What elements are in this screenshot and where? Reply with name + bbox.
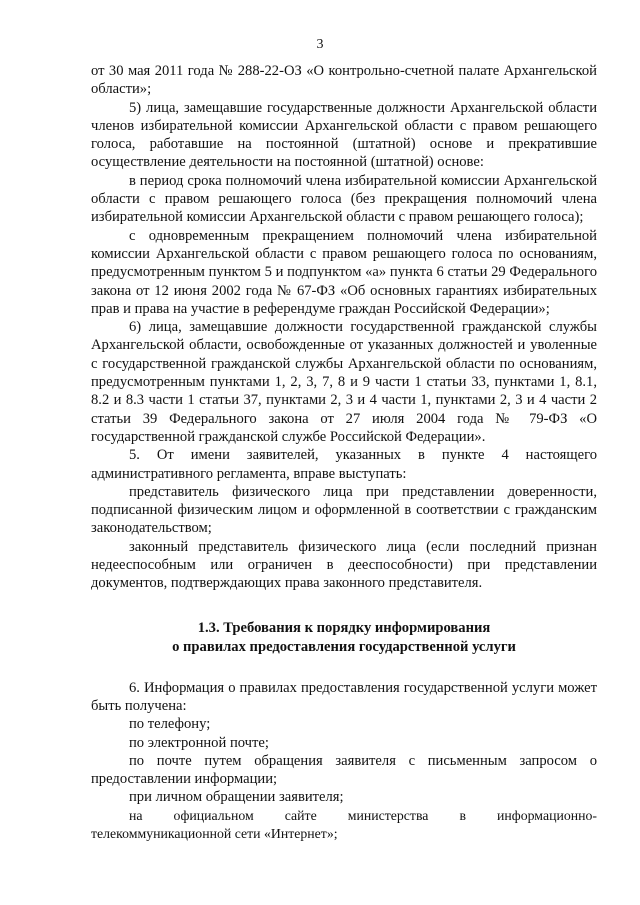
paragraph-continuation: от 30 мая 2011 года № 288-22-ОЗ «О контрольно-счетной палате Архангельской области»;	[91, 63, 597, 98]
paragraph-representative: представитель физического лица при представлении доверенности, подписанной физическим лицом и оформленной в соответствии с гражданским законодательством;	[91, 483, 597, 537]
list-item-mail: по почте путем обращения заявителя с письменным запросом о предоставлении информации;	[91, 752, 597, 788]
paragraph-item-5: 5) лица, замещавшие государственные должности Архангельской области членов избирательной комиссии Архангельской области с правом решающего голоса, работавшие на постоянной (штатной) основе и прекратившие осуществление деятельности на постоянной (штатной) основе:	[91, 99, 597, 171]
page-number: 3	[316, 37, 324, 52]
list-item-website: на официальном сайте министерства в информационно-телекоммуникационной сети «Интернет»;	[91, 807, 597, 841]
paragraph-term-period: в период срока полномочий члена избирательной комиссии Архангельской области с правом решающего голоса (без прекращения полномочий члена избирательной комиссии Архангельской области с правом решающего голоса);	[91, 172, 597, 226]
section-heading	[91, 619, 597, 657]
list-item-in-person: при личном обращении заявителя;	[129, 789, 344, 806]
paragraph-legal-representative: законный представитель физического лица (если последний признан недееспособным или ограничен в дееспособности) при представлении документов, подтверждающих права законного представителя.	[91, 538, 597, 592]
paragraph-termination: с одновременным прекращением полномочий члена избирательной комиссии Архангельской области с правом решающего голоса по основаниям, предусмотренным пунктом 5 и подпунктом «а» пункта 6 статьи 29 Федерального закона от 12 июня 2002 года № 67-ФЗ «Об основных гарантиях избирательных прав и права на участие в референдуме граждан Российской Федерации»;	[91, 227, 597, 317]
section-heading-line-1: 1.3. Требования к порядку информирования	[197, 619, 491, 636]
list-item-email: по электронной почте;	[129, 734, 269, 751]
section-heading-line-2: о правилах предоставления государственной услуги	[172, 638, 516, 655]
paragraph-clause-6: 6. Информация о правилах предоставления государственной услуги может быть получена:	[91, 679, 597, 714]
paragraph-clause-5: 5. От имени заявителей, указанных в пункте 4 настоящего административного регламента, вправе выступать:	[91, 447, 597, 482]
paragraph-item-6: 6) лица, замещавшие должности государственной гражданской службы Архангельской области, освобожденные от указанных должностей и уволенные с государственной гражданской службы Архангельской области по основаниям, предусмотренным пунктами 1, 2, 3, 7, 8 и 9 части 1 статьи 33, пунктами 1, 8.1, 8.2 и 8.3 части 1 статьи 37, пунктами 2, 3 и 4 части 1, пунктами 2, 3 и 4 части 2 статьи 39 Федерального закона от 27 июля 2004 года № 79-ФЗ «О государственной гражданской службе Российской Федерации».	[91, 319, 597, 445]
document-body	[91, 62, 597, 843]
list-item-phone: по телефону;	[129, 716, 211, 733]
